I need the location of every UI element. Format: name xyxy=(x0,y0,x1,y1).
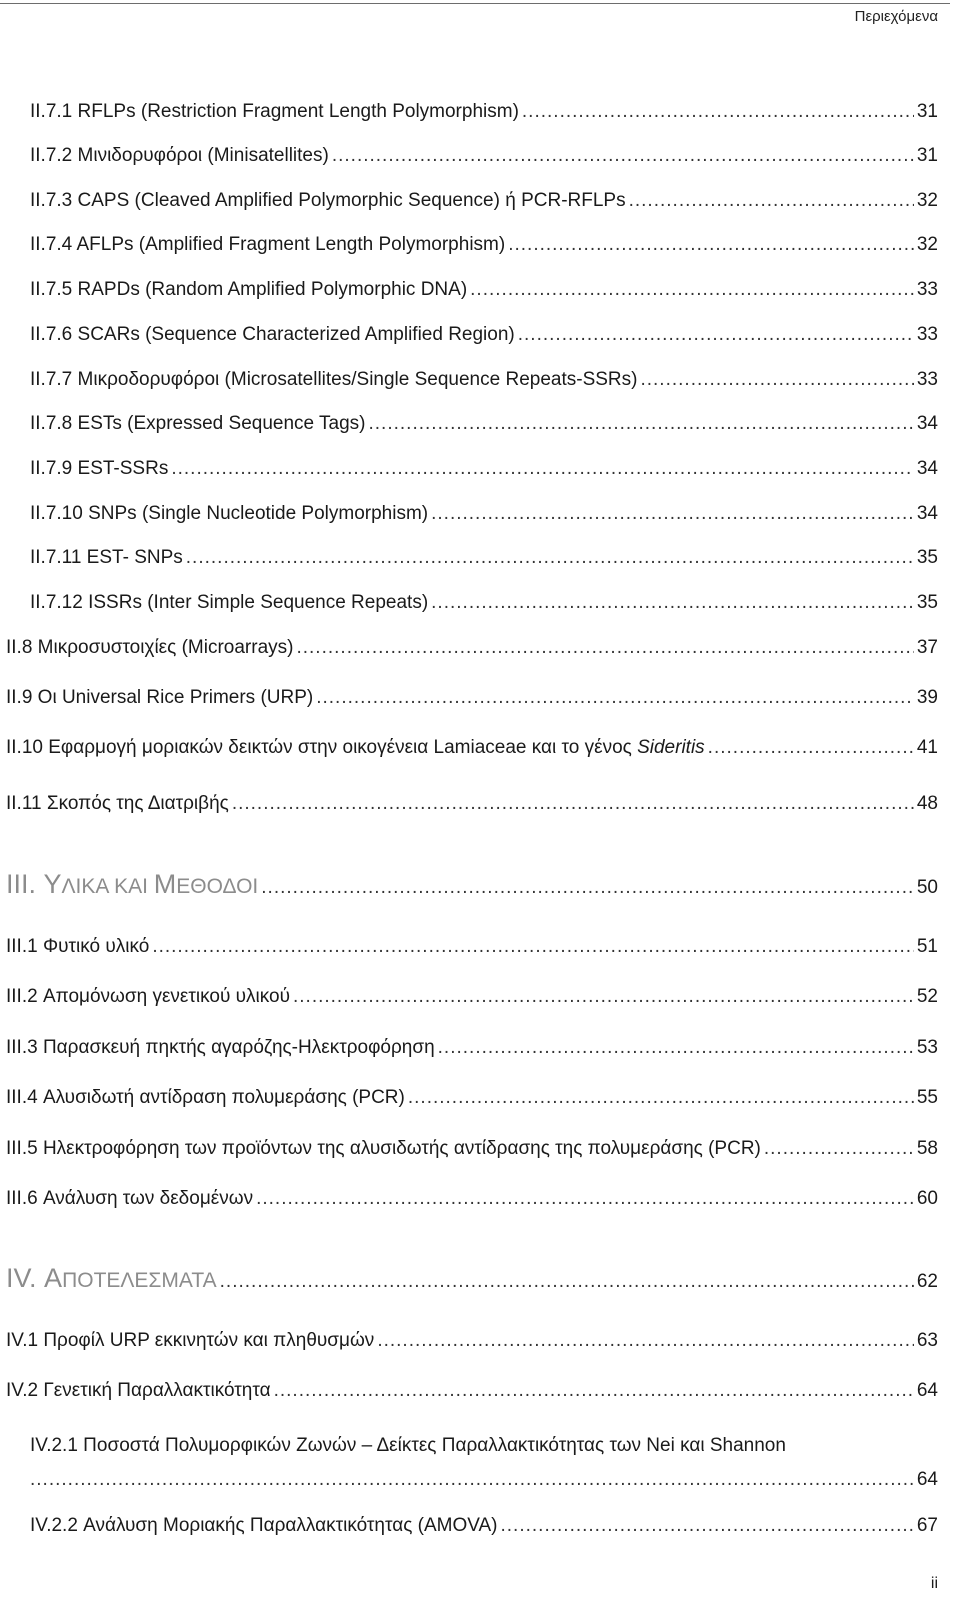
toc-entry-title-text: II.10 Εφαρμογή μοριακών δεικτών στην οικογένεια Lamiaceae και το γένος xyxy=(6,737,638,758)
toc-entry-title: II.9 Οι Universal Rice Primers (URP) xyxy=(6,687,314,708)
toc-page-number: 51 xyxy=(916,936,938,957)
toc-entry-title: II.7.9 EST-SSRs xyxy=(30,458,169,479)
dot-leader xyxy=(470,275,914,305)
chapter-smallcaps: ΕΘΟΔΟΙ xyxy=(176,875,259,898)
toc-entry-title: II.11 Σκοπός της Διατριβής xyxy=(6,793,229,814)
toc-entry-ii-7-11[interactable] xyxy=(30,543,938,573)
toc-page-number: 34 xyxy=(916,458,938,479)
toc-entry-ii-8[interactable] xyxy=(6,633,938,663)
toc-entry-title: IV.2.2 Ανάλυση Μοριακής Παραλλακτικότητας (AMOVA) xyxy=(30,1515,498,1536)
toc-entry-iii-1[interactable] xyxy=(6,932,938,962)
toc-entry-ii-7-3[interactable] xyxy=(30,186,938,216)
toc-entry-title xyxy=(6,733,705,763)
dot-leader xyxy=(629,186,914,216)
dot-leader xyxy=(522,97,914,127)
toc-chapter-iii[interactable] xyxy=(6,866,938,902)
dot-leader xyxy=(316,683,914,713)
toc-entry-title: III.3 Παρασκευή πηκτής αγαρόζης-Ηλεκτροφόρηση xyxy=(6,1037,435,1058)
dot-leader xyxy=(431,588,914,618)
dot-leader xyxy=(708,733,914,763)
chapter-smallcaps: ΠΟΤΕΛΕΣΜΑΤΑ xyxy=(62,1269,217,1292)
toc-entry-iii-5[interactable] xyxy=(6,1134,938,1164)
toc-entry-ii-7-4[interactable] xyxy=(30,230,938,260)
toc-page-number: 52 xyxy=(916,986,938,1007)
toc-entry-ii-7-5[interactable] xyxy=(30,275,938,305)
toc-chapter-title xyxy=(6,1260,217,1299)
toc-page-number: 31 xyxy=(916,101,938,122)
toc-entry-title: II.7.11 EST- SNPs xyxy=(30,547,183,568)
toc-page-number: 33 xyxy=(916,324,938,345)
toc-page-number: 41 xyxy=(916,737,938,758)
toc-page-number: 55 xyxy=(916,1087,938,1108)
toc-entry-title: II.7.7 Μικροδορυφόροι (Microsatellites/Single Sequence Repeats-SSRs) xyxy=(30,369,638,390)
toc-page-number: 35 xyxy=(916,547,938,568)
chapter-number: IV. xyxy=(6,1263,45,1293)
chapter-cap: Μ xyxy=(153,869,177,899)
toc-entry-title: II.7.8 ESTs (Expressed Sequence Tags) xyxy=(30,413,366,434)
toc-entry-title: II.7.6 SCARs (Sequence Characterized Amplified Region) xyxy=(30,324,515,345)
toc-entry-iii-6[interactable] xyxy=(6,1184,938,1214)
toc-entry-iv-1[interactable] xyxy=(6,1326,938,1356)
toc-entry-title: II.7.5 RAPDs (Random Amplified Polymorphic DNA) xyxy=(30,279,468,300)
toc-entry-title: II.7.4 AFLPs (Amplified Fragment Length Polymorphism) xyxy=(30,234,506,255)
toc-entry-ii-7-7[interactable] xyxy=(30,365,938,395)
toc-page-number: 34 xyxy=(916,503,938,524)
toc-entry-iv-2-2[interactable] xyxy=(30,1511,938,1541)
toc-page-number: 53 xyxy=(916,1037,938,1058)
toc-entry-iii-2[interactable] xyxy=(6,982,938,1012)
dot-leader xyxy=(296,633,913,663)
dot-leader xyxy=(30,1465,914,1495)
chapter-cap: Α xyxy=(44,1263,63,1293)
dot-leader xyxy=(764,1134,914,1164)
toc-page-number: 63 xyxy=(916,1330,938,1351)
toc-chapter-title xyxy=(6,866,258,905)
toc-page-number: 33 xyxy=(916,369,938,390)
toc-chapter-iv[interactable] xyxy=(6,1260,938,1296)
chapter-number: III. xyxy=(6,869,44,899)
dot-leader xyxy=(518,320,914,350)
toc-entry-iii-4[interactable] xyxy=(6,1083,938,1113)
running-header: Περιεχόμενα xyxy=(854,8,938,25)
footer-page-number: ii xyxy=(930,1575,938,1592)
toc-page-number: 34 xyxy=(916,413,938,434)
toc-entry-title: III.1 Φυτικό υλικό xyxy=(6,936,150,957)
toc-entry-title: II.7.2 Μινιδορυφόροι (Minisatellites) xyxy=(30,145,329,166)
toc-entry-title: II.7.3 CAPS (Cleaved Amplified Polymorphic Sequence) ή PCR-RFLPs xyxy=(30,190,626,211)
toc-entry-title: III.6 Ανάλυση των δεδομένων xyxy=(6,1188,254,1209)
header-rule xyxy=(0,3,950,4)
toc-entry-iv-2-1[interactable] xyxy=(30,1465,938,1495)
toc-entry-iii-3[interactable] xyxy=(6,1033,938,1063)
toc-page-number: 37 xyxy=(916,637,938,658)
dot-leader xyxy=(640,365,913,395)
toc-entry-ii-7-6[interactable] xyxy=(30,320,938,350)
dot-leader xyxy=(377,1326,914,1356)
toc-page-number: 32 xyxy=(916,234,938,255)
chapter-smallcaps: ΛΙΚΑ ΚΑΙ xyxy=(61,875,154,898)
toc-page-number: 62 xyxy=(916,1271,938,1292)
dot-leader xyxy=(171,454,914,484)
toc-page-number: 39 xyxy=(916,687,938,708)
toc-page-number: 35 xyxy=(916,592,938,613)
dot-leader xyxy=(408,1083,914,1113)
dot-leader xyxy=(261,870,914,906)
toc-page-number: 64 xyxy=(916,1469,938,1490)
toc-entry-ii-9[interactable] xyxy=(6,683,938,713)
toc-entry-iv-2-1-title[interactable]: IV.2.1 Ποσοστά Πολυμορφικών Ζωνών – Δείκτες Παραλλακτικότητας των Nei και Shannon xyxy=(30,1435,786,1456)
dot-leader xyxy=(186,543,914,573)
toc-page-number: 33 xyxy=(916,279,938,300)
toc-entry-title: IV.1 Προφίλ URP εκκινητών και πληθυσμών xyxy=(6,1330,375,1351)
toc-entry-title: II.7.12 ISSRs (Inter Simple Sequence Repeats) xyxy=(30,592,429,613)
dot-leader xyxy=(438,1033,914,1063)
toc-entry-title: IV.2 Γενετική Παραλλακτικότητα xyxy=(6,1380,271,1401)
toc-page-number: 64 xyxy=(916,1380,938,1401)
dot-leader xyxy=(293,982,914,1012)
toc-entry-ii-7-8[interactable] xyxy=(30,409,938,439)
dot-leader xyxy=(332,141,914,171)
toc-entry-ii-7-9[interactable] xyxy=(30,454,938,484)
toc-entry-title: II.8 Μικροσυστοιχίες (Microarrays) xyxy=(6,637,294,658)
toc-entry-ii-7-12[interactable] xyxy=(30,588,938,618)
toc-entry-title: III.2 Απομόνωση γενετικού υλικού xyxy=(6,986,290,1007)
toc-entry-ii-7-2[interactable] xyxy=(30,141,938,171)
toc-entry-title: III.4 Αλυσιδωτή αντίδραση πολυμεράσης (PCR) xyxy=(6,1087,405,1108)
dot-leader xyxy=(232,789,914,819)
dot-leader xyxy=(220,1264,914,1300)
chapter-cap: Υ xyxy=(43,869,62,899)
toc-entry-ii-10[interactable] xyxy=(6,733,938,763)
toc-entry-ii-7-1[interactable] xyxy=(30,97,938,127)
toc-entry-title: III.5 Ηλεκτροφόρηση των προϊόντων της αλυσιδωτής αντίδρασης της πολυμεράσης (PCR) xyxy=(6,1138,761,1159)
toc-entry-ii-7-10[interactable] xyxy=(30,499,938,529)
toc-entry-ii-11[interactable] xyxy=(6,789,938,819)
toc-entry-title-italic: Sideritis xyxy=(637,737,705,758)
dot-leader xyxy=(501,1511,914,1541)
dot-leader xyxy=(274,1376,914,1406)
toc-page-number: 60 xyxy=(916,1188,938,1209)
dot-leader xyxy=(508,230,914,260)
toc-entry-title: II.7.1 RFLPs (Restriction Fragment Length Polymorphism) xyxy=(30,101,519,122)
toc-page-number: 50 xyxy=(916,877,938,898)
dot-leader xyxy=(256,1184,914,1214)
toc-page-number: 31 xyxy=(916,145,938,166)
dot-leader xyxy=(152,932,914,962)
toc-page-number: 32 xyxy=(916,190,938,211)
toc-page-number: 58 xyxy=(916,1138,938,1159)
toc-page-number: 67 xyxy=(916,1515,938,1536)
toc-entry-title: II.7.10 SNPs (Single Nucleotide Polymorphism) xyxy=(30,503,429,524)
dot-leader xyxy=(431,499,914,529)
toc-page-number: 48 xyxy=(916,793,938,814)
dot-leader xyxy=(369,409,914,439)
toc-entry-iv-2[interactable] xyxy=(6,1376,938,1406)
